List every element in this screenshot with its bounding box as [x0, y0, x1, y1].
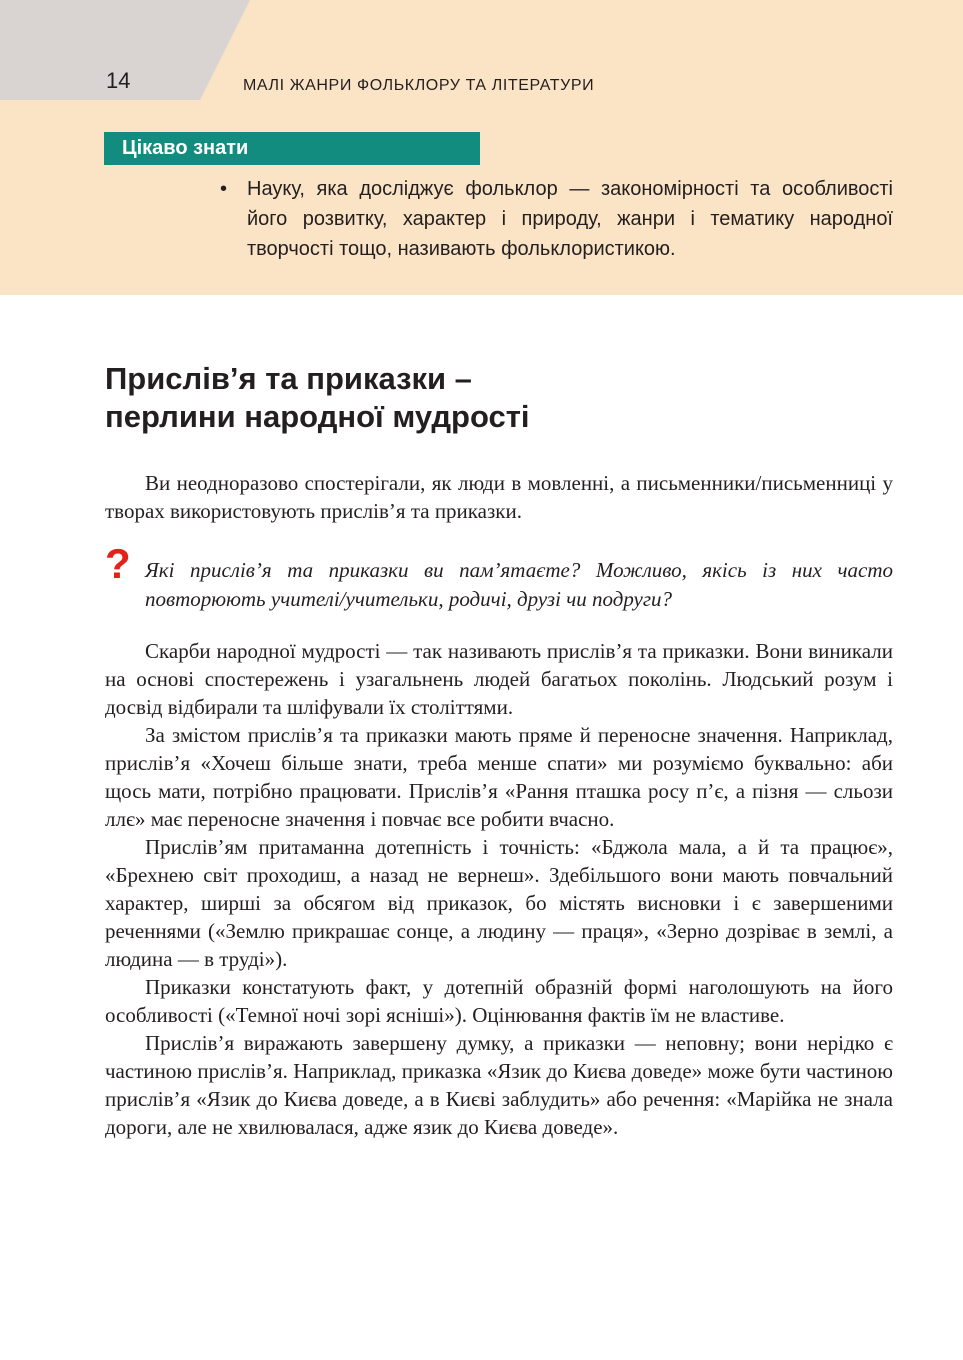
question-mark-icon: ?	[105, 540, 131, 587]
intro-paragraph: Ви неодноразово спостерігали, як люди в мовленні, а письменники/письменниці у творах використовують прислів’я та приказки.	[105, 471, 893, 523]
paragraph: Прислів’ям притаманна дотепність і точність: «Бджола мала, а й та працює», «Брехнею світ проходиш, а назад не вернеш». Здебільшого вони мають повчальний характер, ширші за обсягом від приказок, бо містять висновки і є завершеними реченнями («Землю прикрашає сонце, а людину — праця», «Зерно дозріває в землі, а людина — в труді»).	[105, 835, 893, 971]
bullet-icon: •	[220, 178, 228, 200]
paragraph: Прислів’я виражають завершену думку, а приказки — неповну; вони нерідко є частиною прислів’я. Наприклад, приказка «Язик до Києва доведе» може бути частиною прислів’я «Язик до Києва доведе, а в Києві заблудить» або речення: «Марійка не знала дороги, але не хвилювалася, адже язик до Києва доведе».	[105, 1031, 893, 1139]
info-box-text: Науку, яка досліджує фольклор — закономірності та особливості його розвитку, характер і природу, жанри і тематику народної творчості тощо, називають фольклористикою.	[247, 178, 893, 260]
paragraph: Приказки констатують факт, у дотепній образній формі наголошують на його особливості («Темної ночі зорі ясніші»). Оцінювання фактів їм не властиве.	[105, 975, 893, 1027]
paragraph: За змістом прислів’я та приказки мають пряме й переносне значення. Наприклад, прислів’я «Хочеш більше знати, треба менше спати» ми розуміємо буквально: аби щось мати, потрібно працювати. Прислів’я «Рання пташка росу п’є, а пізня — сльози ллє» має переносне значення і повчає все робити вчасно.	[105, 723, 893, 831]
question-text: Які прислів’я та приказки ви пам’ятаєте? Можливо, якісь із них часто повторюють учителі/учительки, родичі, друзі чи подруги?	[145, 558, 893, 611]
body-text	[105, 637, 893, 1141]
paragraph: Скарби народної мудрості — так називають прислів’я та приказки. Вони виникали на основі спостережень і узагальнень людей багатьох поколінь. Людський розум і досвід відбирали та шліфували їх століттями.	[105, 639, 893, 719]
section-title	[105, 360, 805, 436]
section-title-line-1: Прислів’я та приказки –	[105, 361, 472, 396]
running-header: МАЛІ ЖАНРИ ФОЛЬКЛОРУ ТА ЛІТЕРАТУРИ	[243, 77, 595, 94]
info-box-label	[104, 132, 480, 165]
page-number: 14	[106, 68, 131, 93]
section-title-line-2: перлини народної мудрості	[105, 399, 530, 434]
info-box-label-text: Цікаво знати	[122, 137, 249, 159]
